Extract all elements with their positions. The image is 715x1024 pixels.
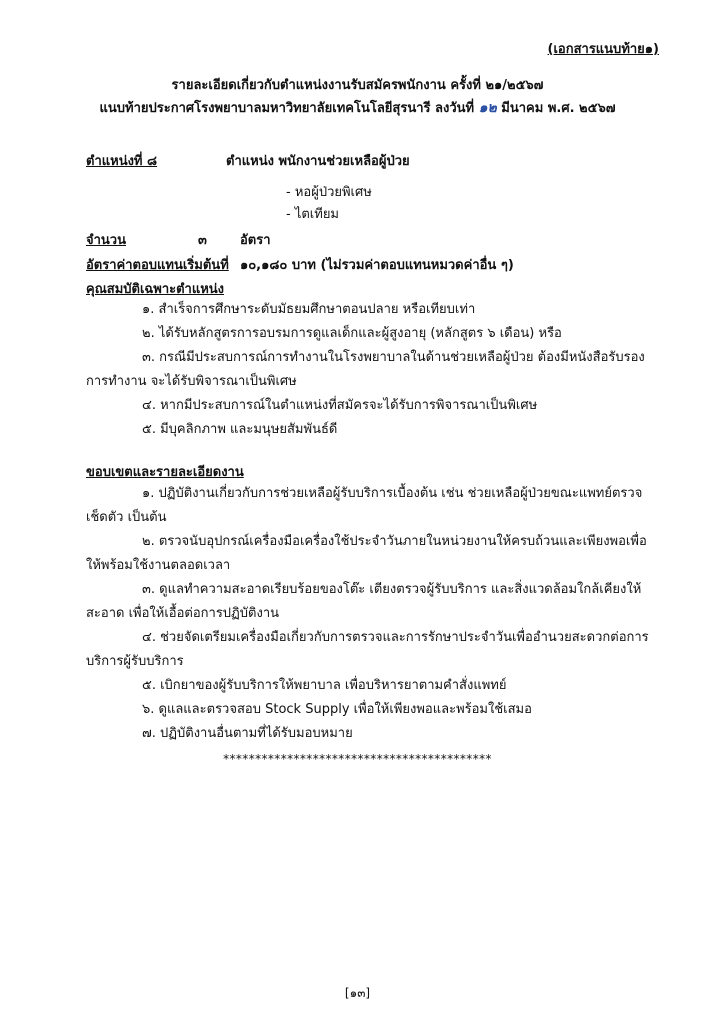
duty-item: ๕. เบิกยาของผู้รับบริการให้พยาบาล เพื่อบริหารยาตามคำสั่งแพทย์ bbox=[142, 678, 507, 693]
quota-label: จำนวน bbox=[86, 233, 126, 248]
duty-item: ๓. ดูแลทำความสะอาดเรียบร้อยของโต๊ะ เตียงตรวจผู้รับบริการ และสิ่งแวดล้อมใกล้เคียงให้สะอาด เพื่อให้เอื้อต่อการปฏิบัติงาน bbox=[86, 582, 642, 621]
quota-unit: อัตรา bbox=[240, 233, 271, 248]
title-line2 bbox=[0, 97, 715, 119]
qualifications-list bbox=[86, 298, 660, 442]
salary-value: ๑๐,๑๘๐ บาท (ไม่รวมค่าตอบแทนหมวดค่าอื่น ๆ) bbox=[240, 258, 514, 273]
unit-item: - หอผู้ป่วยพิเศษ bbox=[286, 185, 372, 200]
title-line2-before: แนบท้ายประกาศโรงพยาบาลมหาวิทยาลัยเทคโนโลยีสุรนารี ลงวันที่ bbox=[99, 101, 475, 116]
duty-item: ๔. ช่วยจัดเตรียมเครื่องมือเกี่ยวกับการตรวจและการรักษาประจำวันเพื่ออำนวยสะดวกต่อการบริการผู้รับบริการ bbox=[86, 630, 649, 669]
qualification-item: ๓. กรณีมีประสบการณ์การทำงานในโรงพยาบาลในด้านช่วยเหลือผู้ป่วย ต้องมีหนังสือรับรองการทำงาน จะได้รับพิจารณาเป็นพิเศษ bbox=[86, 350, 645, 389]
qualification-item: ๔. หากมีประสบการณ์ในตำแหน่งที่สมัครจะได้รับการพิจารณาเป็นพิเศษ bbox=[142, 398, 538, 413]
unit-item: - ไตเทียม bbox=[286, 207, 340, 222]
duty-item: ๗. ปฏิบัติงานอื่นตามที่ได้รับมอบหมาย bbox=[142, 726, 353, 741]
position-label: ตำแหน่งที่ ๘ bbox=[86, 154, 158, 169]
duties-list bbox=[86, 482, 660, 746]
position-value: ตำแหน่ง พนักงานช่วยเหลือผู้ป่วย bbox=[226, 154, 410, 169]
separator-line: ****************************************** bbox=[223, 752, 492, 766]
qualification-item: ๕. มีบุคลิกภาพ และมนุษยสัมพันธ์ดี bbox=[142, 422, 338, 437]
attachment-label: (เอกสารแนบท้าย๑) bbox=[547, 42, 659, 57]
qualifications-heading: คุณสมบัติเฉพาะตำแหน่ง bbox=[86, 282, 225, 297]
title-line2-after: มีนาคม พ.ศ. ๒๕๖๗ bbox=[501, 101, 616, 116]
handwritten-date: ๑๒ bbox=[478, 100, 497, 116]
qualification-item: ๑. สำเร็จการศึกษาระดับมัธยมศึกษาตอนปลาย หรือเทียบเท่า bbox=[142, 302, 476, 317]
page-number: [๑๓] bbox=[344, 986, 371, 1000]
title-line1: รายละเอียดเกี่ยวกับตำแหน่งงานรับสมัครพนักงาน ครั้งที่ ๒๑/๒๕๖๗ bbox=[171, 78, 544, 93]
duty-item: ๑. ปฏิบัติงานเกี่ยวกับการช่วยเหลือผู้รับบริการเบื้องต้น เช่น ช่วยเหลือผู้ป่วยขณะแพทย์ตรวจ เช็ดตัว เป็นต้น bbox=[86, 486, 643, 525]
duty-item: ๖. ดูแลและตรวจสอบ Stock Supply เพื่อให้เพียงพอและพร้อมใช้เสมอ bbox=[142, 702, 532, 717]
duty-item: ๒. ตรวจนับอุปกรณ์เครื่องมือเครื่องใช้ประจำวันภายในหน่วยงานให้ครบถ้วนและเพียงพอเพื่อให้พร้อมใช้งานตลอดเวลา bbox=[86, 534, 647, 573]
quota-number: ๓ bbox=[198, 233, 207, 248]
duties-heading: ขอบเขตและรายละเอียดงาน bbox=[86, 465, 244, 480]
qualification-item: ๒. ได้รับหลักสูตรการอบรมการดูแลเด็กและผู้สูงอายุ (หลักสูตร ๖ เดือน) หรือ bbox=[142, 326, 562, 341]
salary-label: อัตราค่าตอบแทนเริ่มต้นที่ bbox=[86, 258, 229, 273]
